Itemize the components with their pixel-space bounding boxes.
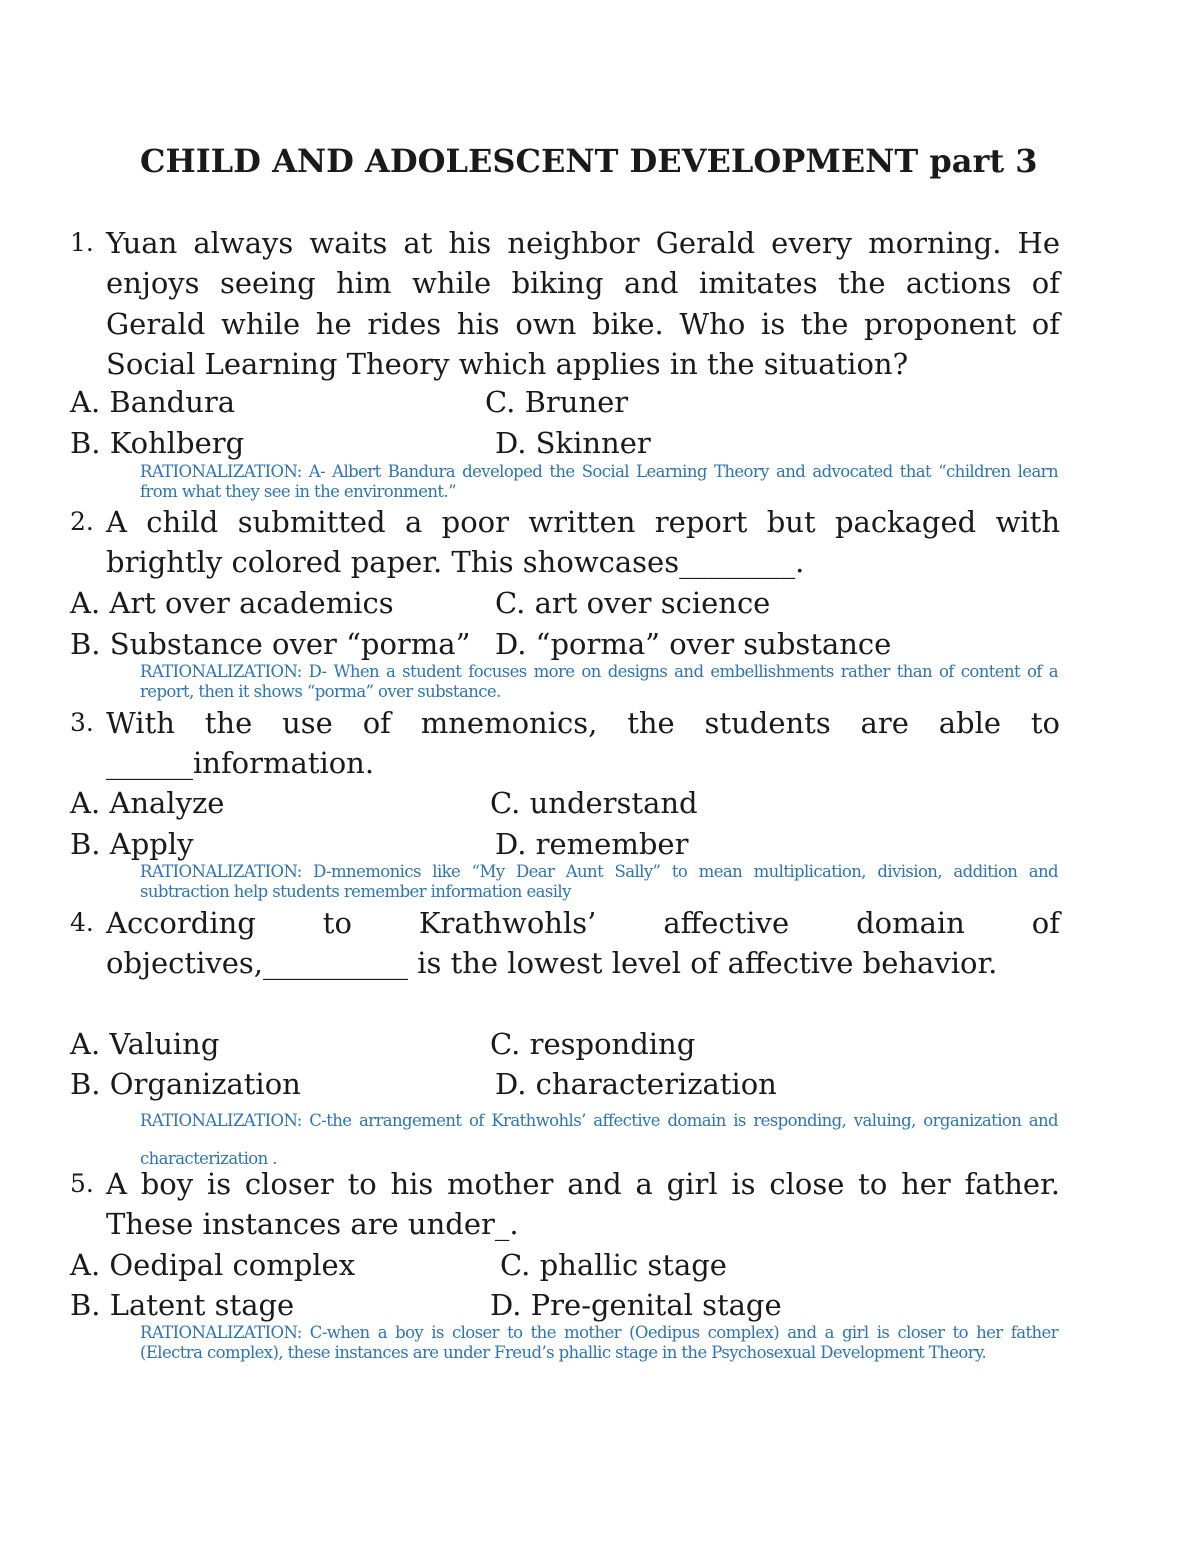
option-a: A. Analyze [70,786,225,820]
rationalization-1: RATIONALIZATION: A- Albert Bandura developed the Social Learning Theory and advocated that “children learn from what they see in the environment.” [140,462,1058,501]
option-b: B. Latent stage [70,1288,295,1322]
question-5 [70,1164,1060,1245]
rationalization-3: RATIONALIZATION: D-mnemonics like “My Dear Aunt Sally” to mean multiplication, division, addition and subtraction help students remember information easily [140,862,1058,901]
question-number: 1. [70,228,94,257]
question-text: A boy is closer to his mother and a girl is close to her father. These instances are under_. [106,1167,1060,1242]
rationalization-4: RATIONALIZATION: C-the arrangement of Krathwohls’ affective domain is responding, valuing, organization and characterization . [140,1111,1058,1168]
option-c: C. Bruner [485,385,629,419]
option-a: A. Valuing [70,1027,220,1061]
option-c: C. phallic stage [500,1248,727,1282]
document-title: CHILD AND ADOLESCENT DEVELOPMENT part 3 [140,142,1038,180]
option-b: B. Apply [70,827,194,861]
rationalization-2: RATIONALIZATION: D- When a student focuses more on designs and embellishments rather than of content of a report, then it shows “porma” over substance. [140,662,1058,701]
question-number: 3. [70,708,94,737]
option-b: B. Substance over “porma” [70,627,471,661]
question-number: 5. [70,1169,94,1198]
question-3 [70,703,1060,784]
question-2 [70,502,1060,583]
option-a: A. Bandura [70,385,236,419]
rationalization-5: RATIONALIZATION: C-when a boy is closer to the mother (Oedipus complex) and a girl is closer to her father (Electra complex), these instances are under Freud’s phallic stage in the Psychosexual Development Theory. [140,1323,1058,1362]
question-text: With the use of mnemonics, the students are able to ______information. [106,706,1060,781]
option-d: D. Pre-genital stage [490,1288,782,1322]
option-c: C. responding [490,1027,696,1061]
question-text: A child submitted a poor written report but packaged with brightly colored paper. This showcases________. [106,505,1060,580]
question-number: 4. [70,908,94,937]
option-b: B. Organization [70,1067,301,1101]
option-b: B. Kohlberg [70,426,245,460]
question-4 [70,903,1060,984]
question-number: 2. [70,507,94,536]
option-a: A. Oedipal complex [70,1248,356,1282]
option-d: D. Skinner [495,426,651,460]
option-c: C. understand [490,786,698,820]
option-d: D. “porma” over substance [495,627,892,661]
option-a: A. Art over academics [70,586,394,620]
question-text: Yuan always waits at his neighbor Gerald every morning. He enjoys seeing him while biking and imitates the actions of Gerald while he rides his own bike. Who is the proponent of Social Learning Theory which applies in the situation? [106,226,1060,381]
option-c: C. art over science [495,586,771,620]
option-d: D. characterization [495,1067,777,1101]
question-1 [70,223,1060,384]
question-text: According to Krathwohls’ affective domain of objectives,__________ is the lowest level of affective behavior. [106,906,1060,981]
option-d: D. remember [495,827,689,861]
